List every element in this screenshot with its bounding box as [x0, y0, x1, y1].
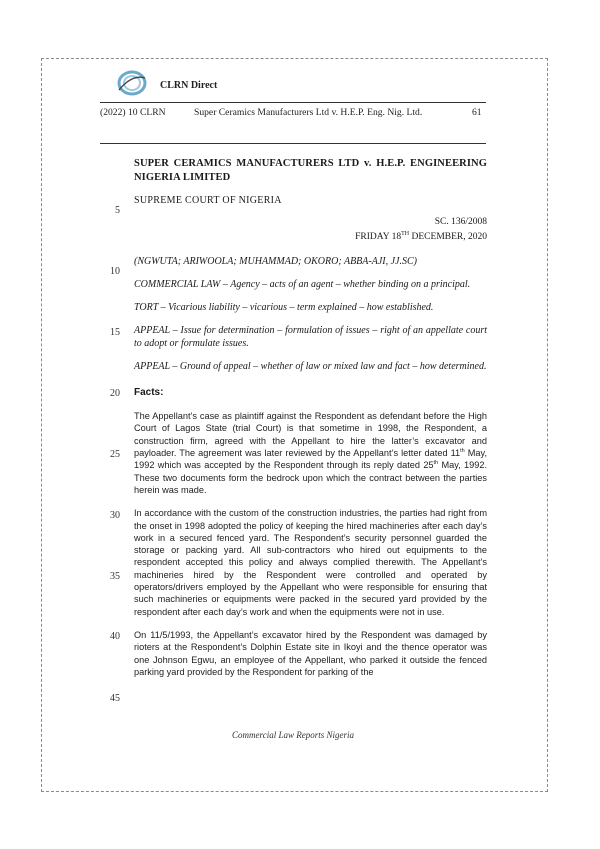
court-name: SUPREME COURT OF NIGERIA: [134, 195, 282, 206]
running-title: Super Ceramics Manufacturers Ltd v. H.E.P. Eng. Nig. Ltd.: [194, 107, 423, 118]
line-number: 35: [110, 571, 120, 582]
catchword: APPEAL – Issue for determination – formulation of issues – right of an appellate court to adopt or formulate issues.: [134, 325, 487, 350]
catchword: TORT – Vicarious liability – vicarious – term explained – how established.: [134, 302, 434, 314]
facts-heading: Facts:: [134, 387, 164, 399]
header-rule: [100, 102, 486, 103]
case-title: SUPER CERAMICS MANUFACTURERS LTD v. H.E.P. ENGINEERING NIGERIA LIMITED: [134, 158, 487, 183]
judgment-date: FRIDAY 18TH DECEMBER, 2020: [355, 231, 487, 243]
line-number: 40: [110, 631, 120, 642]
line-number: 15: [110, 327, 120, 338]
line-number: 45: [110, 693, 120, 704]
footer-publication: Commercial Law Reports Nigeria: [232, 730, 354, 740]
facts-paragraph: In accordance with the custom of the construction industries, the parties had right from the onset in 1998 adopted the policy of keeping the hired machineries after each day’s work in a secured fenced yard. The Respondent’s security personnel guarded the storage or packing yard. All sub-contractors who hired out equipments to the respondent accepted this policy and always complied therewith. The Appellant’s machineries hired by the Respondent were controlled and operated by operators/drivers employed by the Appellant who were responsible for ensuring that such machineries or equipments were packed in the secured yard provided by the respondent after each day’s work and when the equipments were not in use.: [134, 508, 487, 617]
running-header: [100, 107, 482, 118]
judgment-content: [134, 157, 487, 678]
page-number: 61: [472, 107, 482, 118]
justices-panel: (NGWUTA; ARIWOOLA; MUHAMMAD; OKORO; ABBA-AJI, JJ.SC): [134, 256, 417, 268]
line-number: 30: [110, 510, 120, 521]
facts-paragraph: The Appellant’s case as plaintiff against the Respondent as defendant before the High Court of Lagos State (trial Court) is that sometime in 1998, the Respondent, a construction firm, agreed with the Appellant to hire the latter’s excavator and payloader. The agreement was later reviewed by the Appellant’s letter dated 11th May, 1992 which was accepted by the Respondent through its reply dated 25th May, 1992. These two documents form the bedrock upon which the contract between the parties herein was made.: [134, 411, 488, 495]
clrn-logo-icon: [114, 68, 150, 98]
brand-name: CLRN Direct: [160, 80, 218, 91]
line-number: 20: [110, 388, 120, 399]
line-number: 5: [115, 205, 120, 216]
facts-paragraph: On 11/5/1993, the Appellant’s excavator hired by the Respondent was damaged by rioters at the Respondent’s Dolphin Estate site in Ikoyi and the thence operator was one Johnson Egwu, an employee of the Appellant, who parked it outside the fenced parking yard provided by the Respondent for parking of the: [134, 629, 487, 677]
line-number: 25: [110, 449, 120, 460]
citation: (2022) 10 CLRN: [100, 107, 166, 118]
catchword: COMMERCIAL LAW – Agency – acts of an agent – whether binding on a principal.: [134, 279, 471, 291]
suit-info: [134, 216, 487, 243]
section-rule: [100, 143, 486, 144]
suit-number: SC. 136/2008: [434, 217, 487, 227]
catchword: APPEAL – Ground of appeal – whether of law or mixed law and fact – how determined.: [134, 361, 487, 373]
line-number: 10: [110, 266, 120, 277]
